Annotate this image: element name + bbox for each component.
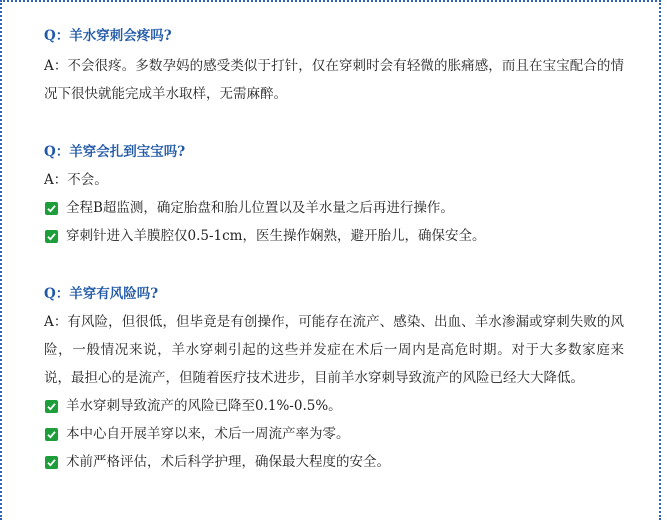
question-3: Q：羊穿有风险吗? — [44, 286, 159, 302]
question-1: Q：羊水穿刺会疼吗? — [44, 28, 172, 44]
check-text: 全程B超监测，确定胎盘和胎儿位置以及羊水量之后再进行操作。 — [66, 200, 454, 216]
check-item — [44, 392, 624, 420]
answer-2: A：不会。 — [44, 172, 108, 188]
check-text: 穿刺针进入羊膜腔仅0.5-1cm，医生操作娴熟，避开胎儿，确保安全。 — [66, 228, 486, 244]
faq-content — [44, 22, 624, 476]
left-dotted-border — [0, 0, 2, 520]
right-dotted-border — [659, 0, 661, 520]
check-icon — [45, 202, 58, 215]
top-dotted-border — [0, 0, 661, 2]
check-icon — [45, 428, 58, 441]
check-text: 术前严格评估，术后科学护理，确保最大程度的安全。 — [66, 454, 390, 470]
check-icon — [45, 456, 58, 469]
check-item — [44, 420, 624, 448]
check-icon — [45, 230, 58, 243]
question-2: Q：羊穿会扎到宝宝吗? — [44, 144, 186, 160]
answer-1: A：不会很疼。多数孕妈的感受类似于打针，仅在穿刺时会有轻微的胀痛感，而且在宝宝配合的情况下很快就能完成羊水取样，无需麻醉。 — [44, 58, 624, 102]
check-item — [44, 222, 624, 250]
check-text: 羊水穿刺导致流产的风险已降至0.1%-0.5%。 — [66, 398, 342, 414]
check-text: 本中心自开展羊穿以来，术后一周流产率为零。 — [66, 426, 350, 442]
check-item — [44, 448, 624, 476]
faq-section-1 — [44, 22, 624, 108]
faq-section-3 — [44, 280, 624, 476]
answer-3: A：有风险，但很低，但毕竟是有创操作，可能存在流产、感染、出血、羊水渗漏或穿刺失败的风险，一般情况来说，羊水穿刺引起的这些并发症在术后一周内是高危时期。对于大多数家庭来说，最担心的是流产，但随着医疗技术进步，目前羊水穿刺导致流产的风险已经大大降低。 — [44, 314, 624, 386]
check-item — [44, 194, 624, 222]
faq-section-2 — [44, 138, 624, 250]
check-icon — [45, 400, 58, 413]
